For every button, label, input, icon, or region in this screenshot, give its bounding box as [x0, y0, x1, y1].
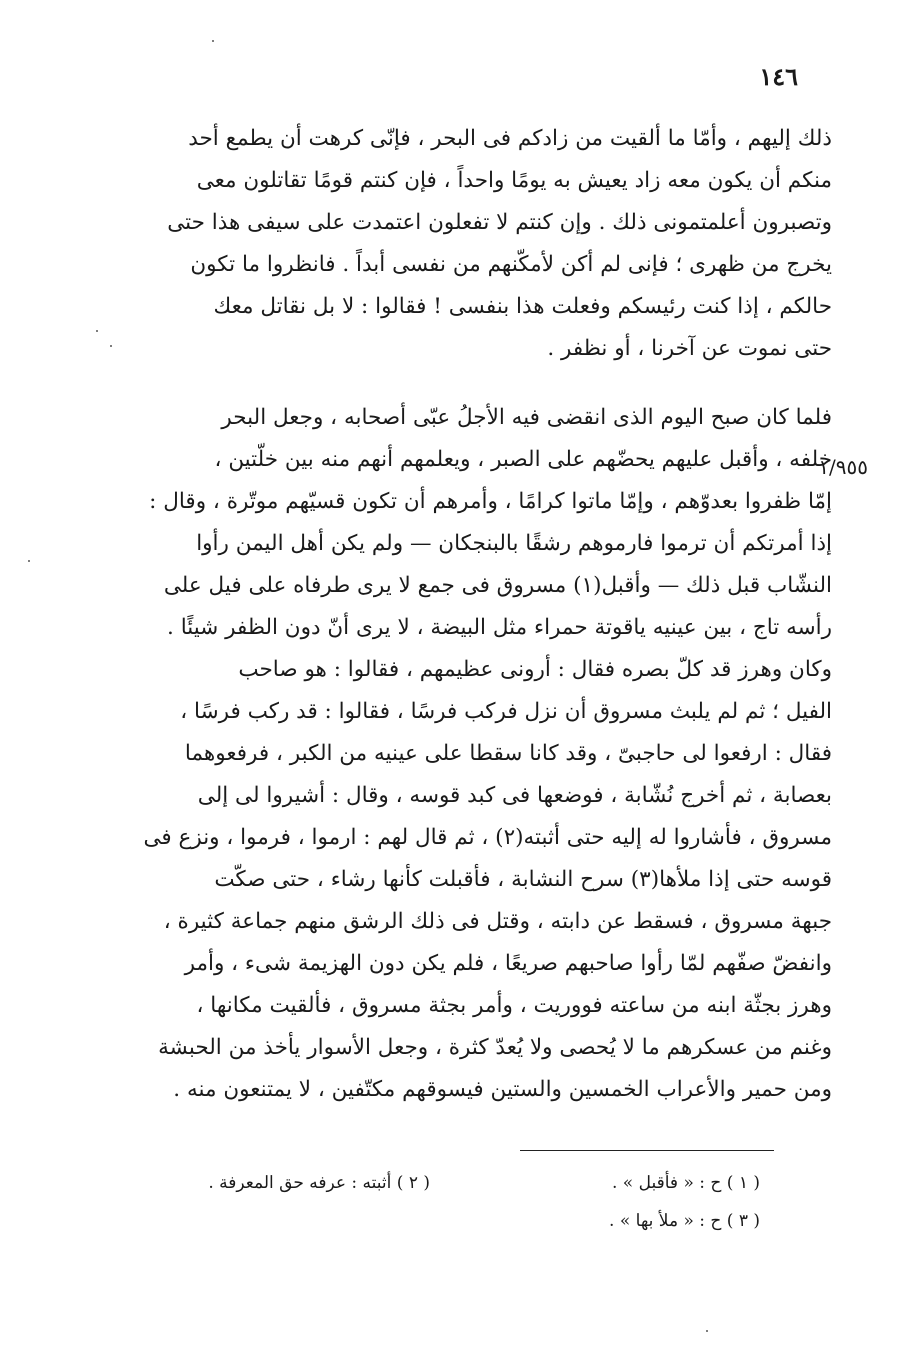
margin-reference: ١/٩٥٥	[818, 455, 868, 479]
paragraph-2	[120, 397, 832, 1111]
text-line: بعصابة ، ثم أخرج نُشّابة ، فوضعها فى كبد قوسه ، وقال : أشيروا لى إلى	[197, 783, 832, 808]
text-line: وتصبرون أعلمتمونى ذلك . وإن كنتم لا تفعلون اعتمدت على سيفى هذا حتى	[167, 210, 832, 235]
text-line: النشّاب قبل ذلك — وأقبل(١) مسروق فى جمع لا يرى طرفاه على فيل على	[163, 573, 832, 598]
text-line: وهرز بجثّة ابنه من ساعته فووريت ، وأمر بجثة مسروق ، فألقيت مكانها ،	[196, 993, 832, 1018]
text-line: إذا أمرتكم أن ترموا فارموهم رشقًا بالبنجكان — ولم يكن أهل اليمن رأوا	[196, 531, 832, 556]
text-line: ومن حمير والأعراب الخمسين والستين فيسوقهم مكتّفين ، لا يمتنعون منه .	[173, 1077, 832, 1102]
text-line: فلما كان صبح اليوم الذى انقضى فيه الأجلُ عبّى أصحابه ، وجعل البحر	[221, 405, 832, 430]
text-line: وكان وهرز قد كلّ بصره فقال : أرونى عظيمهم ، فقالوا : هو صاحب	[238, 657, 832, 682]
text-line: وغنم من عسكرهم ما لا يُحصى ولا يُعدّ كثرة ، وجعل الأسوار يأخذ من الحبشة	[158, 1035, 832, 1060]
footnote-row	[200, 1202, 760, 1240]
text-line: إمّا ظفروا بعدوّهم ، وإمّا ماتوا كرامًا ، وأمرهم أن تكون قسيّهم موتّرة ، وقال :	[149, 489, 832, 514]
text-line: منكم أن يكون معه زاد يعيش به يومًا واحداً ، فإن كنتم قومًا تقاتلون معى	[196, 168, 832, 193]
text-line: يخرج من ظهرى ؛ فإنى لم أكن لأمكّنهم من نفسى أبداً . فانظروا ما تكون	[190, 252, 832, 277]
text-line: رأسه تاج ، بين عينيه ياقوتة حمراء مثل البيضة ، لا يرى أنّ دون الظفر شيئًا .	[167, 615, 832, 640]
text-line: مسروق ، فأشاروا له إليه حتى أثبته(٢) ، ثم قال لهم : ارموا ، فرموا ، ونزع فى	[143, 825, 832, 850]
text-line: فقال : ارفعوا لى حاجبىّ ، وقد كانا سقطا على عينيه من الكبر ، فرفعوهما	[184, 741, 832, 766]
footnote-row	[200, 1164, 760, 1202]
text-line: خلفه ، وأقبل عليهم يحضّهم على الصبر ، ويعلمهم أنهم منه بين خلّتين ،	[214, 447, 832, 472]
scan-speck	[96, 330, 98, 332]
page-number: ١٤٦	[759, 62, 798, 91]
text-line: الفيل ؛ ثم لم يلبث مسروق أن نزل فركب فرسًا ، فقالوا : قد ركب فرسًا ،	[180, 699, 832, 724]
footnote-3: ( ٣ ) ح : « ملأ بها » .	[609, 1211, 760, 1231]
footnote-divider	[520, 1150, 774, 1151]
footnote-2: ( ٢ ) أثبته : عرفه حق المعرفة .	[208, 1173, 430, 1193]
scan-speck	[110, 345, 112, 347]
footnotes	[200, 1164, 760, 1240]
scan-speck	[28, 560, 30, 562]
paragraph-1	[120, 118, 832, 370]
text-line: قوسه حتى إذا ملأها(٣) سرح النشابة ، فأقبلت كأنها رشاء ، حتى صكّت	[214, 867, 832, 892]
scan-speck	[212, 40, 214, 42]
scan-speck	[706, 1330, 708, 1332]
text-line: ذلك إليهم ، وأمّا ما ألقيت من زادكم فى البحر ، فإنّى كرهت أن يطمع أحد	[188, 126, 832, 151]
text-line: حالكم ، إذا كنت رئيسكم وفعلت هذا بنفسى ! فقالوا : لا بل نقاتل معك	[213, 294, 832, 319]
text-line: وانفضّ صفّهم لمّا رأوا صاحبهم صريعًا ، فلم يكن دون الهزيمة شىء ، وأمر	[184, 951, 832, 976]
text-line: حتى نموت عن آخرنا ، أو نظفر .	[547, 336, 832, 361]
footnote-1: ( ١ ) ح : « فأقبل » .	[612, 1173, 760, 1193]
text-line: جبهة مسروق ، فسقط عن دابته ، وقتل فى ذلك الرشق منهم جماعة كثيرة ،	[163, 909, 832, 934]
